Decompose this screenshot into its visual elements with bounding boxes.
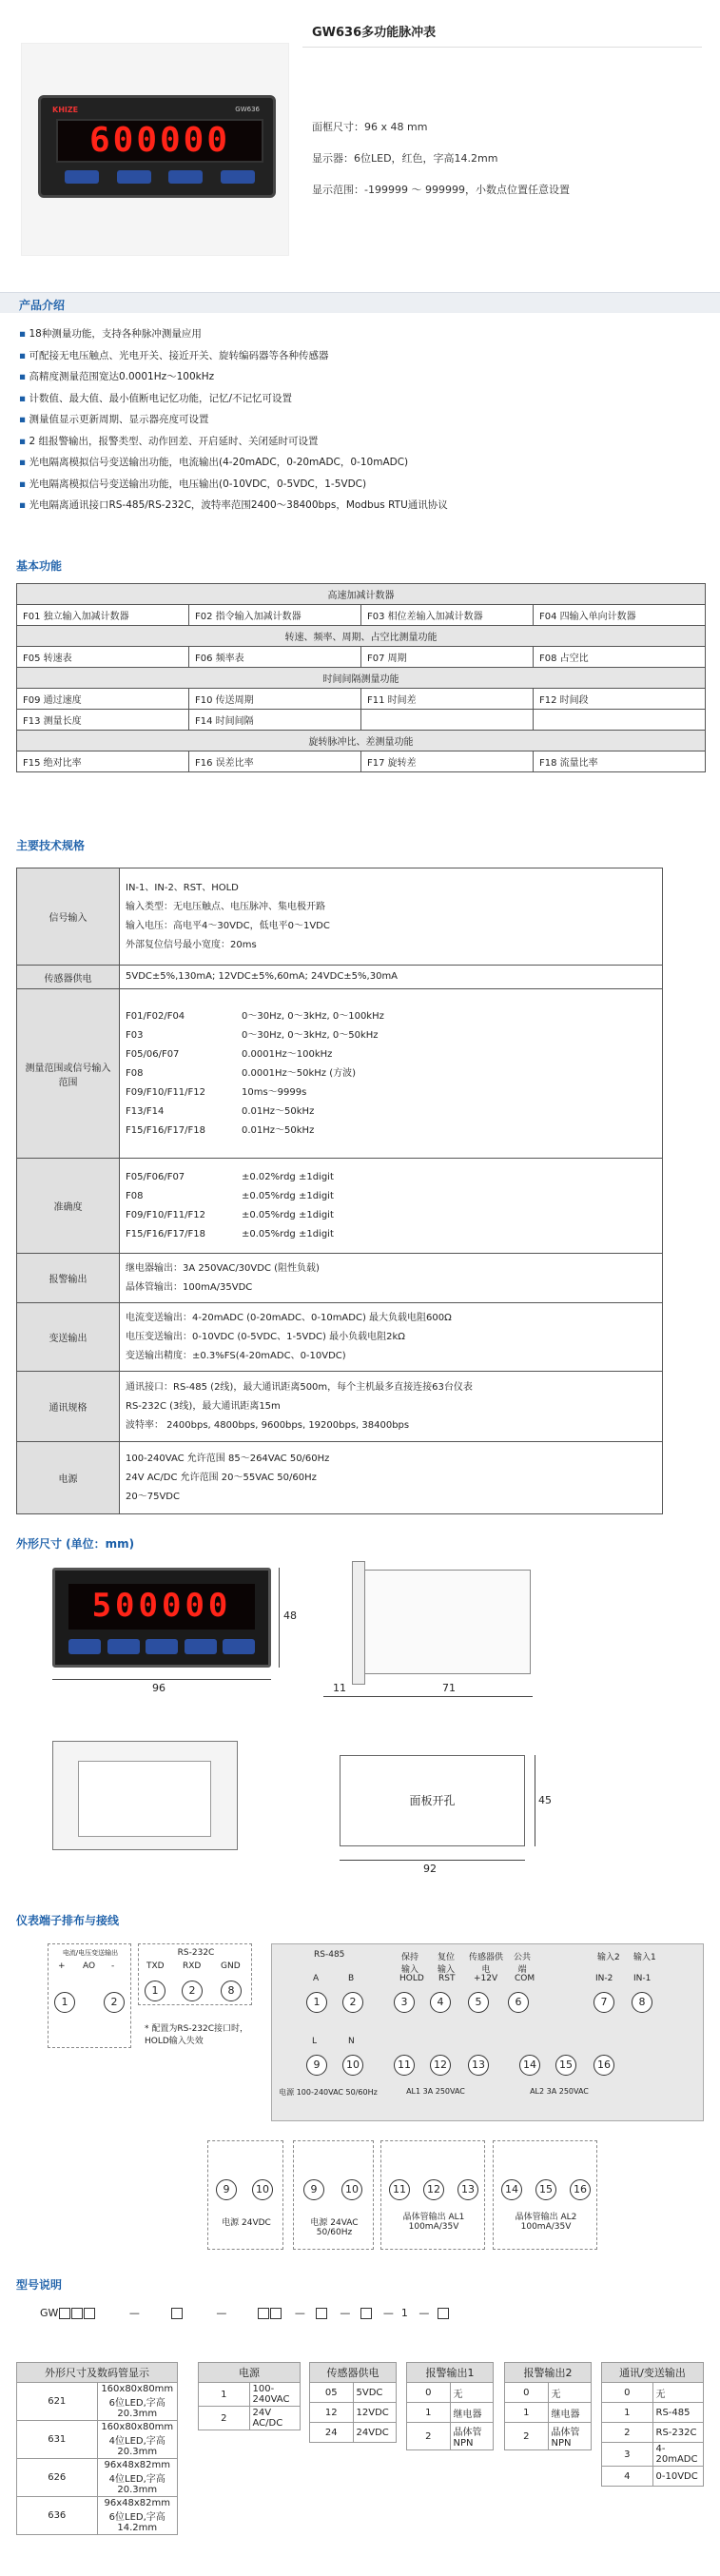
terminal-label: COM: [515, 1974, 535, 1983]
function-cell: F09 通过速度: [17, 689, 189, 710]
terminal-8: 8: [632, 1992, 652, 2013]
function-cell: F13 测量长度: [17, 710, 189, 731]
spec-line: 显示器：6位LED，红色，字高14.2mm: [312, 152, 498, 165]
terminal-caption: 电源 100-240VAC 50/60Hz: [279, 2088, 378, 2097]
model-desc: 160x80x80mm 4位LED,字高20.3mm: [97, 2421, 178, 2459]
feature-item: ▪ 光电隔离模拟信号变送输出功能，电流输出(4-20mADC，0-20mADC，0-10mADC): [19, 452, 704, 474]
terminal-2: 2: [342, 1992, 363, 2013]
model-code: 2: [407, 2423, 451, 2450]
terminal-caption: 晶体管输出 AL2 100mA/35V: [515, 2213, 577, 2232]
feature-item: ▪ 2 组报警输出，报警类型、动作回差、开启延时、关闭延时可设置: [19, 431, 704, 453]
spec-key: F05/06/F07: [126, 1048, 180, 1060]
terminal-13: 13: [457, 2179, 478, 2200]
spec-line: 面框尺寸：96 x 48 mm: [312, 121, 428, 133]
model-table-power: [198, 2362, 301, 2430]
model-desc: RS-232C: [652, 2423, 704, 2443]
terminal-label: B: [348, 1974, 355, 1983]
terminal-label: L: [312, 2037, 318, 2046]
terminal-16: 16: [594, 2055, 614, 2076]
ac24-terminal-block: [293, 2140, 374, 2250]
terminal-1: 1: [145, 1981, 165, 2001]
terminal-title: 公共端: [513, 1953, 531, 1975]
key-button: [223, 1639, 255, 1654]
terminal-title: RS-485: [314, 1950, 345, 1960]
model-code: 1: [602, 2403, 653, 2423]
model-prefix: GW: [40, 2307, 59, 2319]
terminal-16: 16: [570, 2179, 591, 2200]
spec-value: [120, 1303, 663, 1372]
section-heading: 产品介绍: [19, 299, 66, 312]
spec-label: 准确度: [17, 1159, 120, 1254]
model-code: 2: [602, 2423, 653, 2443]
terminal-5: 5: [468, 1992, 489, 2013]
terminal-title: RS-232C: [177, 1948, 215, 1958]
code-box: [270, 2308, 282, 2319]
dimension-label: 96: [152, 1682, 165, 1694]
terminal-12: 12: [423, 2179, 444, 2200]
model-code: 1: [407, 2403, 451, 2423]
spec-value: [120, 1254, 663, 1303]
section-heading: 基本功能: [16, 559, 63, 573]
function-cell: F12 时间段: [534, 689, 706, 710]
model-desc: 无: [450, 2383, 494, 2403]
spec-value: [120, 1159, 663, 1254]
feature-item: ▪ 光电隔离模拟信号变送输出功能，电压输出(0-10VDC，0-5VDC，1-5VDC): [19, 474, 704, 496]
model-col-title: 通讯/变送输出: [602, 2363, 704, 2383]
spec-label: 通讯规格: [17, 1372, 120, 1442]
model-dash: —: [216, 2307, 227, 2319]
dimension-label: 48: [283, 1610, 297, 1622]
terminal-4: 4: [430, 1992, 451, 2013]
terminal-caption: 电源 24VAC 50/60Hz: [310, 2218, 359, 2237]
code-box: [360, 2308, 372, 2319]
model-desc: 5VDC: [353, 2383, 397, 2403]
terminal-title: 输入1: [633, 1953, 656, 1962]
key-button: [146, 1639, 178, 1654]
function-cell: F18 流量比率: [534, 751, 706, 772]
terminal-8: 8: [221, 1981, 242, 2001]
terminal-title: 输入2: [597, 1953, 620, 1962]
dimension-label: 45: [538, 1794, 552, 1806]
spec-text: ±0.05%rdg ±1digit: [242, 1228, 334, 1239]
side-view-drawing: [364, 1570, 531, 1674]
spec-line: 显示范围：-199999 ～ 999999，小数点位置任意设置: [312, 184, 570, 196]
terminal-15: 15: [535, 2179, 556, 2200]
terminal-label: TXD: [146, 1961, 165, 1971]
model-col-title: 电源: [199, 2363, 301, 2383]
cutout-label: 面板开孔: [409, 1794, 456, 1807]
model-table-size: [16, 2362, 178, 2535]
code-box: [84, 2308, 95, 2319]
spec-text: 100-240VAC 允许范围 85～264VAC 50/60Hz: [126, 1453, 330, 1464]
model-code-pattern: [40, 2307, 449, 2319]
model-col-title: 外形尺寸及数码管显示: [17, 2363, 178, 2383]
spec-label: 传感器供电: [17, 966, 120, 989]
terminal-caption: AL1 3A 250VAC: [406, 2087, 465, 2096]
model-dash: —: [418, 2307, 430, 2319]
code-box: [71, 2308, 83, 2319]
terminal-3: 3: [394, 1992, 415, 2013]
model-col-title: 报警输出1: [407, 2363, 494, 2383]
model-desc: 继电器: [450, 2403, 494, 2423]
model-code: 0: [505, 2383, 549, 2403]
model-code: 0: [407, 2383, 451, 2403]
model-dash: —: [128, 2307, 140, 2319]
device-model-label: GW636: [235, 106, 260, 113]
function-cell: F02 指令输入加减计数器: [189, 605, 361, 626]
spec-label: 电源: [17, 1442, 120, 1514]
terminal-label: N: [348, 2037, 355, 2046]
model-code: 621: [17, 2383, 98, 2421]
terminal-label: GND: [221, 1961, 241, 1971]
spec-key: F01/F02/F04: [126, 1010, 185, 1022]
dimension-line: [279, 1568, 280, 1668]
spec-text: ±0.02%rdg ±1digit: [242, 1171, 334, 1182]
spec-text: 输入类型：无电压触点、电压脉冲、集电极开路: [126, 901, 325, 912]
terminal-label: RXD: [183, 1961, 202, 1971]
spec-key: F15/F16/F17/F18: [126, 1228, 206, 1239]
function-cell: F10 传送周期: [189, 689, 361, 710]
model-desc: 96x48x82mm 4位LED,字高20.3mm: [97, 2459, 178, 2497]
terminal-caption: AL2 3A 250VAC: [530, 2087, 589, 2096]
spec-key: F13/F14: [126, 1105, 165, 1117]
model-table-comm: [601, 2362, 704, 2487]
model-desc: 无: [652, 2383, 704, 2403]
main-terminal-diagram: [271, 1943, 704, 2121]
terminal-label: HOLD: [399, 1974, 424, 1983]
model-col-title: 报警输出2: [505, 2363, 592, 2383]
key-button: [185, 1639, 217, 1654]
terminal-15: 15: [555, 2055, 576, 2076]
function-cell: F17 旋转差: [361, 751, 534, 772]
model-code: 626: [17, 2459, 98, 2497]
spec-label: 测量范围或信号输入范围: [17, 989, 120, 1159]
spec-table: [16, 868, 663, 1514]
terminal-12: 12: [430, 2055, 451, 2076]
spec-key: F03: [126, 1029, 144, 1041]
spec-label: 报警输出: [17, 1254, 120, 1303]
spec-text: 0.01Hz～50kHz: [242, 1105, 315, 1117]
model-desc: 24VDC: [353, 2423, 397, 2443]
spec-text: 外部复位信号最小宽度：20ms: [126, 939, 257, 950]
model-desc: 0-10VDC: [652, 2467, 704, 2487]
terminal-1: 1: [54, 1992, 75, 2013]
terminal-11: 11: [394, 2055, 415, 2076]
terminal-label: +: [58, 1961, 66, 1971]
model-code: 05: [310, 2383, 354, 2403]
function-cell: F06 频率表: [189, 647, 361, 668]
terminal-label: RST: [438, 1974, 456, 1983]
top-view-drawing: [52, 1741, 238, 1850]
spec-text: 晶体管输出：100mA/35VDC: [126, 1281, 253, 1293]
terminal-6: 6: [508, 1992, 529, 2013]
spec-text: 0.0001Hz～50kHz (方波): [242, 1067, 357, 1079]
function-cell: F08 占空比: [534, 647, 706, 668]
model-dash: —: [340, 2307, 351, 2319]
spec-text: 继电器输出：3A 250VAC/30VDC (阻性负载): [126, 1262, 320, 1274]
spec-text: RS-232C (3线)，最大通讯距离15m: [126, 1400, 281, 1412]
model-code: 1: [505, 2403, 549, 2423]
terminal-13: 13: [468, 2055, 489, 2076]
terminal-9: 9: [216, 2179, 237, 2200]
spec-text: 0.01Hz～50kHz: [242, 1124, 315, 1136]
spec-key: F08: [126, 1067, 144, 1079]
terminal-2: 2: [104, 1992, 125, 2013]
dc24-terminal-block: [207, 2140, 283, 2250]
key-button: [221, 170, 255, 184]
spec-text: 10ms～9999s: [242, 1086, 307, 1098]
dimension-label: 92: [423, 1863, 437, 1875]
rs232-terminal-block: [138, 1943, 252, 2005]
spec-text: 0.0001Hz～100kHz: [242, 1048, 333, 1060]
model-code: 631: [17, 2421, 98, 2459]
terminal-1: 1: [306, 1992, 327, 2013]
feature-item: ▪ 可配接无电压触点、光电开关、接近开关、旋转编码器等各种传感器: [19, 345, 704, 367]
spec-value: [120, 1442, 663, 1514]
function-cell: F01 独立输入加减计数器: [17, 605, 189, 626]
function-cell: F14 时间间隔: [189, 710, 361, 731]
model-code: 0: [602, 2383, 653, 2403]
code-box: [171, 2308, 183, 2319]
feature-item: ▪ 光电隔离通讯接口RS-485/RS-232C，波特率范围2400～38400bps，Modbus RTU通讯协议: [19, 495, 704, 517]
spec-text: 电压变送输出：0-10VDC (0-5VDC、1-5VDC) 最小负载电阻2kΩ: [126, 1331, 405, 1342]
feature-list: [19, 323, 704, 517]
section-bar: [0, 292, 720, 313]
section-heading: 仪表端子排布与接线: [16, 1914, 120, 1927]
device-image: [38, 95, 276, 198]
terminal-11: 11: [389, 2179, 410, 2200]
model-desc: 无: [548, 2383, 592, 2403]
terminal-label: IN-1: [633, 1974, 652, 1983]
top-view-inner: [78, 1761, 211, 1837]
spec-label: 信号输入: [17, 868, 120, 966]
function-cell: [534, 710, 706, 731]
model-desc: 晶体管NPN: [548, 2423, 592, 2450]
code-box: [438, 2308, 449, 2319]
model-dash: —: [382, 2307, 394, 2319]
terminal-label: -: [111, 1961, 115, 1971]
terminal-title: 复位输入: [437, 1953, 455, 1975]
terminal-label: AO: [83, 1961, 96, 1971]
function-cell: F04 四输入单向计数器: [534, 605, 706, 626]
terminal-title: 传感器供电: [468, 1953, 503, 1975]
spec-text: 0～30Hz, 0～3kHz, 0～100kHz: [242, 1010, 384, 1022]
led-display: 600000: [56, 119, 263, 163]
dimension-label: 71: [442, 1682, 456, 1694]
key-button: [68, 1639, 101, 1654]
spec-key: F09/F10/F11/F12: [126, 1086, 206, 1098]
model-desc: 24V AC/DC: [249, 2407, 301, 2430]
spec-value: [120, 966, 663, 989]
spec-text: ±0.05%rdg ±1digit: [242, 1209, 334, 1220]
model-desc: 100-240VAC: [249, 2383, 301, 2407]
key-button: [107, 1639, 140, 1654]
model-code: 636: [17, 2497, 98, 2535]
spec-text: 通讯接口：RS-485 (2线)，最大通讯距离500m，每个主机最多直接连接63台仪表: [126, 1381, 473, 1393]
function-group-title: 高速加减计数器: [17, 584, 706, 605]
function-table: [16, 583, 706, 772]
spec-key: F15/F16/F17/F18: [126, 1124, 206, 1136]
spec-text: 24V AC/DC 允许范围 20～55VAC 50/60Hz: [126, 1472, 317, 1483]
spec-value: [120, 868, 663, 966]
dimension-label: 11: [333, 1682, 346, 1694]
model-col-title: 传感器供电: [310, 2363, 397, 2383]
spec-text: 变送输出精度：±0.3%FS(4-20mADC、0-10VDC): [126, 1350, 346, 1361]
model-code: 2: [199, 2407, 250, 2430]
function-cell: F15 绝对比率: [17, 751, 189, 772]
function-group-title: 旋转脉冲比、差测量功能: [17, 731, 706, 751]
terminal-caption: 电源 24VDC: [222, 2218, 271, 2228]
model-code: 3: [602, 2443, 653, 2467]
terminal-label: +12V: [474, 1974, 498, 1983]
feature-item: ▪ 测量值显示更新周期、显示器亮度可设置: [19, 409, 704, 431]
terminal-9: 9: [303, 2179, 324, 2200]
model-desc: RS-485: [652, 2403, 704, 2423]
model-desc: 160x80x80mm 6位LED,字高20.3mm: [97, 2383, 178, 2421]
terminal-10: 10: [342, 2055, 363, 2076]
front-frame: [352, 1561, 365, 1685]
spec-text: 0～30Hz, 0～3kHz, 0～50kHz: [242, 1029, 379, 1041]
terminal-14: 14: [519, 2055, 540, 2076]
terminal-7: 7: [594, 1992, 614, 2013]
model-code: 24: [310, 2423, 354, 2443]
function-group-title: 转速、频率、周期、占空比测量功能: [17, 626, 706, 647]
model-desc: 4-20mADC: [652, 2443, 704, 2467]
front-view-drawing: [52, 1568, 271, 1668]
function-cell: F05 转速表: [17, 647, 189, 668]
terminal-title: 电流/电压变送输出: [62, 1949, 119, 1957]
model-code: 4: [602, 2467, 653, 2487]
transmit-terminal-block: [48, 1943, 131, 2048]
section-heading: 型号说明: [16, 2278, 63, 2292]
spec-text: 电流变送输出：4-20mADC (0-20mADC、0-10mADC) 最大负载电阻600Ω: [126, 1312, 452, 1323]
code-box: [258, 2308, 269, 2319]
terminal-label: A: [313, 1974, 320, 1983]
code-box: [316, 2308, 327, 2319]
model-desc: 96x48x82mm 6位LED,字高14.2mm: [97, 2497, 178, 2535]
product-title: GW636多功能脉冲表: [312, 26, 437, 40]
feature-item: ▪ 计数值、最大值、最小值断电记忆功能，记忆/不记忆可设置: [19, 388, 704, 410]
spec-key: F09/F10/F11/F12: [126, 1209, 206, 1220]
spec-text: 输入电压：高电平4～30VDC，低电平0～1VDC: [126, 920, 330, 931]
led-display: 500000: [68, 1584, 255, 1630]
model-table-alarm2: [504, 2362, 592, 2450]
code-box: [59, 2308, 70, 2319]
transistor-al1-block: [380, 2140, 485, 2250]
function-cell: F03 相位差输入加减计数器: [361, 605, 534, 626]
spec-text: ±0.05%rdg ±1digit: [242, 1190, 334, 1201]
function-group-title: 时间间隔测量功能: [17, 668, 706, 689]
spec-text: 5VDC±5%,130mA; 12VDC±5%,60mA; 24VDC±5%,30mA: [126, 971, 399, 982]
model-desc: 12VDC: [353, 2403, 397, 2423]
function-cell: F11 时间差: [361, 689, 534, 710]
key-button: [65, 170, 99, 184]
model-fixed-digit: 1: [400, 2307, 408, 2319]
spec-value: [120, 989, 663, 1159]
section-heading: 外形尺寸 (单位：mm): [16, 1537, 135, 1551]
spec-value: [120, 1372, 663, 1442]
feature-item: ▪ 高精度测量范围宽达0.0001Hz～100kHz: [19, 366, 704, 388]
title-divider: [302, 47, 702, 48]
terminal-10: 10: [341, 2179, 362, 2200]
dimension-line: [340, 1860, 525, 1861]
transistor-al2-block: [493, 2140, 597, 2250]
spec-label: 变送输出: [17, 1303, 120, 1372]
model-dash: —: [294, 2307, 305, 2319]
feature-item: ▪ 18种测量功能，支持各种脉冲测量应用: [19, 323, 704, 345]
key-button: [117, 170, 151, 184]
model-table-sensor: [309, 2362, 397, 2443]
dimension-line: [52, 1679, 271, 1680]
function-cell: [361, 710, 534, 731]
spec-text: 波特率： 2400bps, 4800bps, 9600bps, 19200bps, 38400bps: [126, 1419, 410, 1431]
model-desc: 继电器: [548, 2403, 592, 2423]
terminal-10: 10: [252, 2179, 273, 2200]
model-code: 1: [199, 2383, 250, 2407]
spec-text: IN-1、IN-2、RST、HOLD: [126, 882, 239, 893]
model-code: 2: [505, 2423, 549, 2450]
key-button: [168, 170, 203, 184]
terminal-caption: 晶体管输出 AL1 100mA/35V: [402, 2213, 465, 2232]
model-code: 12: [310, 2403, 354, 2423]
spec-text: 20～75VDC: [126, 1491, 180, 1502]
spec-key: F05/F06/F07: [126, 1171, 185, 1182]
terminal-14: 14: [501, 2179, 522, 2200]
model-desc: 晶体管NPN: [450, 2423, 494, 2450]
terminal-label: IN-2: [595, 1974, 613, 1983]
function-cell: F07 周期: [361, 647, 534, 668]
rs232-note: * 配置为RS-232C接口时，HOLD输入失效: [145, 2024, 249, 2046]
model-table-alarm1: [406, 2362, 494, 2450]
terminal-9: 9: [306, 2055, 327, 2076]
section-heading: 主要技术规格: [16, 839, 86, 852]
terminal-2: 2: [182, 1981, 203, 2001]
terminal-title: 保持输入: [400, 1953, 418, 1975]
panel-cutout-drawing: [340, 1755, 525, 1846]
dimension-line: [323, 1696, 533, 1697]
function-cell: F16 误差比率: [189, 751, 361, 772]
brand-logo: KHIZE: [52, 106, 79, 114]
spec-key: F08: [126, 1190, 144, 1201]
